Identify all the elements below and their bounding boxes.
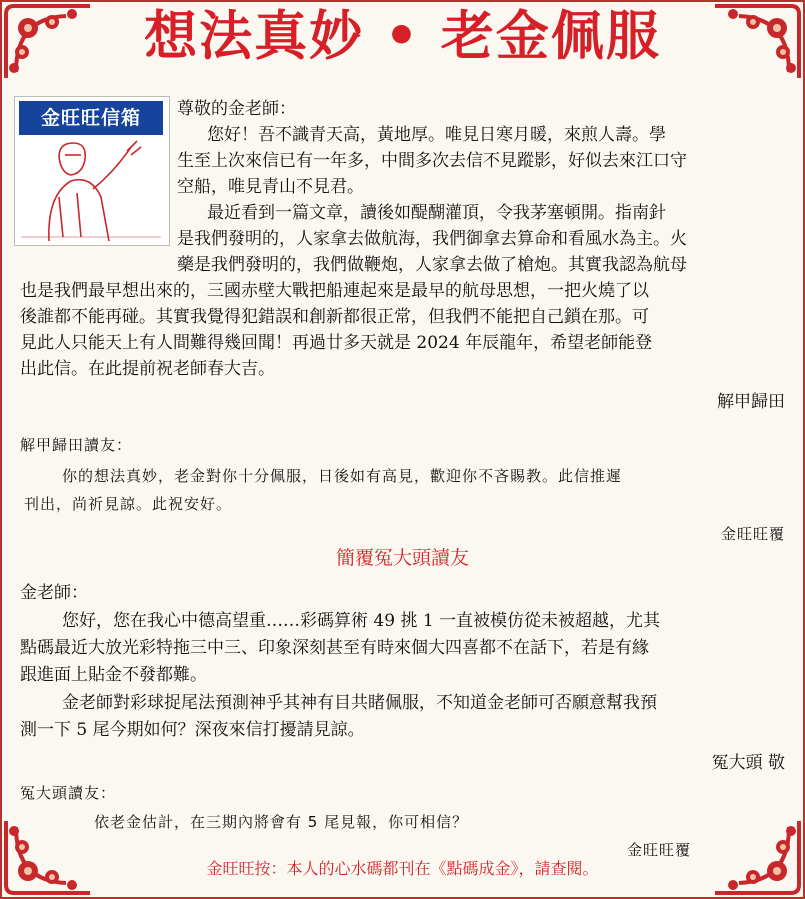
column-name: 金旺旺信箱 bbox=[19, 101, 163, 135]
letter1-line: 生至上次來信已有一年多，中間多次去信不見蹤影，好似去來江口守 bbox=[177, 151, 687, 171]
reply1-salutation: 解甲歸田讀友： bbox=[20, 436, 133, 454]
letter2-line: 點碼最近大放光彩特拖三中三、印象深刻甚至有時來個大四喜都不在話下，若是有緣 bbox=[20, 638, 649, 658]
letter2-line: 您好，您在我心中德高望重……彩碼算術 49 挑 1 一直被模仿從未被超越，尤其 bbox=[62, 611, 661, 631]
writer-illustration-icon bbox=[19, 137, 163, 241]
reply1-line: 你的想法真妙，老金對你十分佩服，日後如有高見，歡迎你不吝賜教。此信推遲 bbox=[62, 467, 623, 485]
reply2-signature: 金旺旺覆 bbox=[626, 841, 691, 859]
reply2-salutation: 冤大頭讀友： bbox=[20, 784, 117, 802]
letter2-line: 金老師對彩球捉尾法預測神乎其神有目共睹佩服，不知道金老師可否願意幫我預 bbox=[62, 693, 657, 713]
letter1-line: 出此信。在此提前祝老師春大吉。 bbox=[20, 359, 275, 379]
letter1-line: 也是我們最早想出來的，三國赤壁大戰把船連起來是最早的航母思想，一把火燒了以 bbox=[20, 281, 649, 301]
letter2-salutation: 金老師： bbox=[20, 583, 88, 603]
letter1-salutation: 尊敬的金老師： bbox=[177, 99, 296, 119]
letter1-line: 最近看到一篇文章，讀後如醍醐灌頂，令我茅塞頓開。指南針 bbox=[207, 203, 666, 223]
footer-note: 金旺旺按：本人的心水碼都刊在《點碼成金》，請查閱。 bbox=[206, 859, 599, 878]
reply1-line: 刊出，尚祈見諒。此祝安好。 bbox=[24, 495, 233, 513]
column-logo bbox=[14, 96, 170, 246]
letter2-line: 測一下 5 尾今期如何？深夜來信打擾請見諒。 bbox=[20, 720, 365, 740]
letter1-line: 後誰都不能再碰。其實我覺得犯錯誤和創新都很正常，但我們不能把自己鎖在那。可 bbox=[20, 307, 649, 327]
letter2-signature: 冤大頭 敬 bbox=[711, 753, 785, 773]
letter1-line: 見此人只能天上有人間難得幾回聞！再過廿多天就是 2024 年辰龍年，希望老師能登 bbox=[20, 333, 653, 353]
reply2-line: 依老金估計，在三期內將會有 5 尾見報，你可相信？ bbox=[94, 813, 469, 831]
letter1-line: 空船，唯見青山不見君。 bbox=[177, 177, 364, 197]
letter1-line: 是我們發明的，人家拿去做航海，我們御拿去算命和看風水為主。火 bbox=[177, 229, 687, 249]
headline: 想法真妙 • 老金佩服 bbox=[144, 6, 661, 67]
subheading: 簡覆冤大頭讀友 bbox=[335, 547, 469, 569]
letter1-line: 藥是我們發明的，我們做鞭炮，人家拿去做了槍炮。其實我認為航母 bbox=[177, 255, 687, 275]
letter2-line: 跟進面上貼金不發都難。 bbox=[20, 665, 207, 685]
reply1-signature: 金旺旺覆 bbox=[720, 525, 785, 543]
letter1-line: 您好！吾不識青天高，黃地厚。唯見日寒月暖，來煎人壽。學 bbox=[207, 125, 666, 145]
letter1-signature: 解甲歸田 bbox=[717, 392, 785, 412]
